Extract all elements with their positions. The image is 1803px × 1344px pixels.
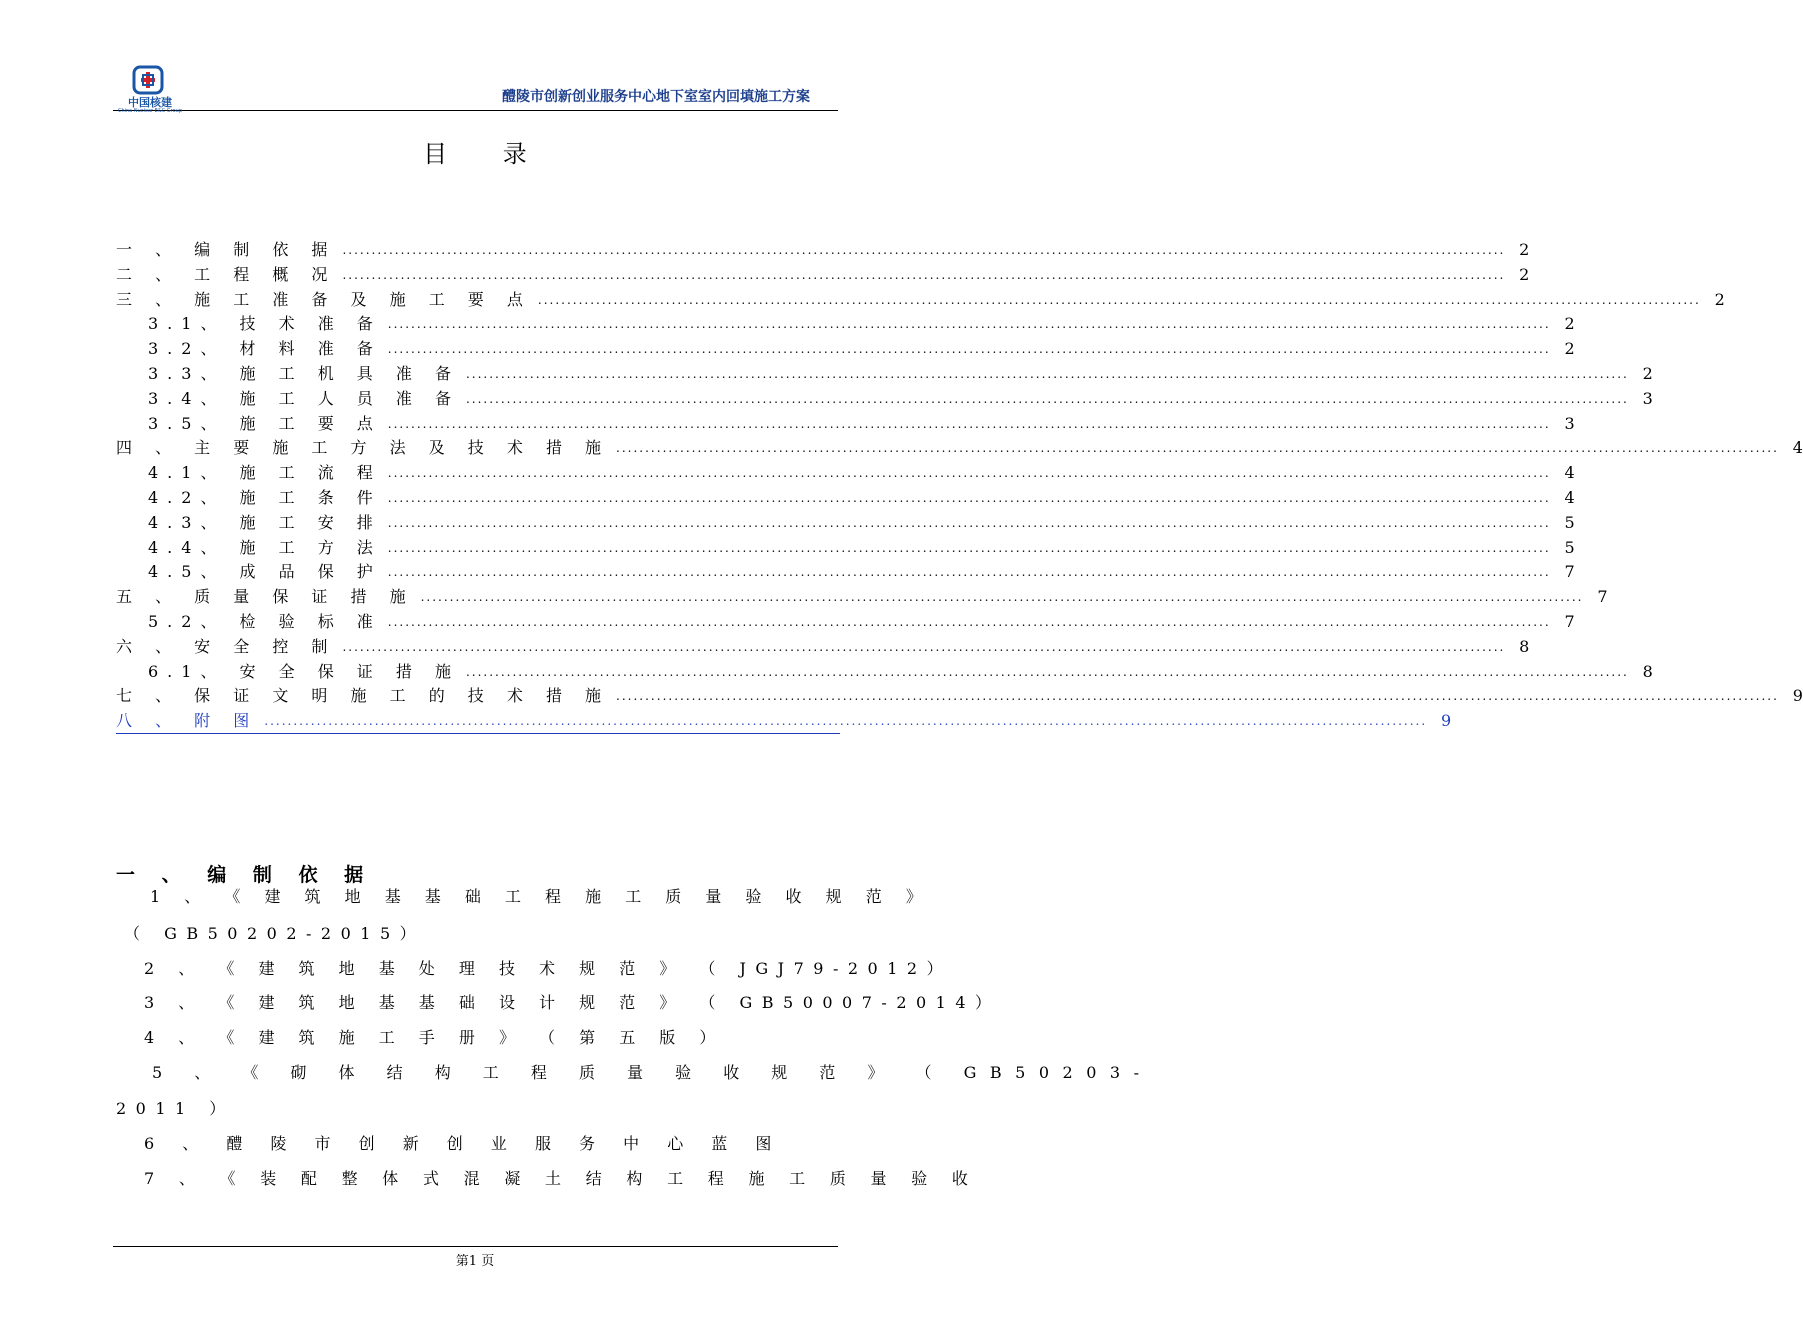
paragraph-line: 5 、 《 砌 体 结 构 工 程 质 量 验 收 规 范 》 （ GB50203-	[152, 1063, 1153, 1082]
toc-page-number: 7	[1564, 562, 1575, 582]
toc-dot-leader: ........................................................................................................................................................................................................	[387, 614, 1551, 629]
toc-row	[116, 486, 1575, 511]
section-heading: 一 、 编 制 依 据	[116, 864, 374, 886]
toc-row	[116, 362, 1653, 387]
toc-row	[116, 337, 1575, 362]
toc-row	[116, 511, 1575, 536]
paragraph-line: 2011 ）	[116, 1099, 235, 1118]
toc-dot-leader: ........................................................................................................................................................................................................	[342, 639, 1506, 654]
toc-page-number: 7	[1564, 611, 1575, 631]
toc-entry-label: 3.1、 技 术 准 备	[148, 314, 382, 334]
toc-row	[116, 412, 1575, 437]
toc-page-number: 3	[1564, 413, 1575, 433]
toc-dot-leader: ........................................................................................................................................................................................................	[387, 540, 1551, 555]
paragraph-line: 3 、 《 建 筑 地 基 基 础 设 计 规 范 》 （ GB50007-2014）	[144, 993, 1001, 1012]
toc-row	[116, 536, 1575, 561]
toc-page-number: 2	[1564, 339, 1575, 359]
toc-dot-leader: ........................................................................................................................................................................................................	[387, 416, 1551, 431]
toc-dot-leader: ........................................................................................................................................................................................................	[342, 267, 1506, 282]
toc-page-number: 4	[1564, 463, 1575, 483]
toc-page-number: 2	[1564, 314, 1575, 334]
paragraph-line: （ GB50202-2015）	[124, 924, 426, 943]
toc-title: 目 录	[423, 140, 551, 168]
toc-entry-label: 3.5、 施 工 要 点	[148, 413, 382, 433]
toc-page-number: 5	[1564, 512, 1575, 532]
company-logo	[117, 64, 183, 114]
toc-dot-leader: ........................................................................................................................................................................................................	[537, 292, 1701, 307]
paragraph-line: 4 、 《 建 筑 施 工 手 册 》 （ 第 五 版 ）	[144, 1028, 725, 1047]
toc-entry-label: 4.1、 施 工 流 程	[148, 463, 382, 483]
toc-entry-label: 四 、 主 要 施 工 方 法 及 技 术 措 施	[116, 438, 611, 458]
page-header	[113, 64, 838, 114]
toc-page-number: 5	[1564, 537, 1575, 557]
toc-row	[116, 610, 1575, 635]
toc-dot-leader: ........................................................................................................................................................................................................	[465, 664, 1629, 679]
toc-dot-leader: ........................................................................................................................................................................................................	[465, 391, 1629, 406]
toc-entry-label: 一 、 编 制 依 据	[116, 240, 337, 259]
toc-dot-leader: ........................................................................................................................................................................................................	[387, 466, 1551, 481]
toc-entry-label: 6.1、 安 全 保 证 措 施	[148, 661, 460, 681]
toc-row	[116, 312, 1575, 337]
toc-entry-label: 三 、 施 工 准 备 及 施 工 要 点	[116, 289, 532, 309]
document-header-title: 醴陵市创新创业服务中心地下室室内回填施工方案	[502, 89, 810, 105]
toc-row	[116, 238, 1530, 263]
toc-entry-label: 3.3、 施 工 机 具 准 备	[148, 363, 460, 383]
paragraph-line: 2 、 《 建 筑 地 基 处 理 技 术 规 范 》 （ JGJ79-2012）	[144, 959, 953, 978]
toc-entry-label: 3.2、 材 料 准 备	[148, 339, 382, 359]
toc-dot-leader: ........................................................................................................................................................................................................	[387, 317, 1551, 332]
cnec-logo-icon	[133, 66, 163, 94]
toc-entry-label: 八 、 附 图	[116, 711, 259, 731]
toc-row	[116, 684, 1803, 709]
footer-divider	[113, 1246, 838, 1247]
toc-row	[116, 660, 1653, 685]
toc-entry-label: 六 、 安 全 控 制	[116, 636, 337, 656]
toc-row	[116, 263, 1530, 288]
toc-dot-leader: ........................................................................................................................................................................................................	[342, 243, 1506, 257]
toc-row	[116, 560, 1575, 585]
toc-dot-leader: ........................................................................................................................................................................................................	[465, 366, 1629, 381]
toc-page-number: 8	[1519, 636, 1530, 656]
toc-entry-label: 4.5、 成 品 保 护	[148, 562, 382, 582]
toc-entry-label: 4.3、 施 工 安 排	[148, 512, 382, 532]
toc-page-number: 2	[1714, 289, 1725, 309]
logo-text-cn: 中国核建	[128, 96, 172, 109]
toc-dot-leader: ........................................................................................................................................................................................................	[616, 441, 1779, 456]
toc-page-number: 9	[1792, 686, 1803, 706]
toc-entry-label: 5.2、 检 验 标 准	[148, 611, 382, 631]
toc-page-number: 4	[1564, 487, 1575, 507]
toc-entry-label: 4.2、 施 工 条 件	[148, 487, 382, 507]
page-number: 第1 页	[455, 1254, 495, 1269]
toc-dot-leader: ........................................................................................................................................................................................................	[387, 490, 1551, 505]
toc-entry-label: 五 、 质 量 保 证 措 施	[116, 587, 415, 607]
toc-page-number: 7	[1597, 587, 1608, 607]
toc-page-number: 2	[1519, 240, 1530, 259]
toc-page-number: 2	[1642, 363, 1653, 383]
toc-page-number: 2	[1519, 264, 1530, 284]
paragraph-line: 1 、 《 建 筑 地 基 基 础 工 程 施 工 质 量 验 收 规 范 》	[150, 887, 932, 906]
logo-text-en: China Nuclear E&C Group	[117, 108, 183, 114]
toc-page-number: 3	[1642, 388, 1653, 408]
toc-dot-leader: ........................................................................................................................................................................................................	[387, 515, 1551, 530]
toc-link-row[interactable]	[116, 709, 1452, 734]
toc-page-number: 4	[1792, 438, 1803, 458]
toc-entry-label: 3.4、 施 工 人 员 准 备	[148, 388, 460, 408]
toc-row	[116, 288, 1725, 313]
toc-entry-label: 七 、 保 证 文 明 施 工 的 技 术 措 施	[116, 686, 611, 706]
toc-page-number: 8	[1642, 661, 1653, 681]
toc-row	[116, 461, 1575, 486]
toc-row	[116, 585, 1608, 610]
toc-dot-leader: ........................................................................................................................................................................................................	[264, 714, 1428, 729]
toc-dot-leader: ........................................................................................................................................................................................................	[387, 565, 1551, 580]
toc-dot-leader: ........................................................................................................................................................................................................	[616, 689, 1779, 704]
toc-entry-label: 二 、 工 程 概 况	[116, 264, 337, 284]
toc-row	[116, 387, 1653, 412]
toc-dot-leader: ........................................................................................................................................................................................................	[420, 590, 1584, 605]
toc-row	[116, 436, 1803, 461]
paragraph-line: 6 、 醴 陵 市 创 新 创 业 服 务 中 心 蓝 图	[144, 1134, 783, 1153]
toc-entry-label: 4.4、 施 工 方 法	[148, 537, 382, 557]
toc-dot-leader: ........................................................................................................................................................................................................	[387, 342, 1551, 357]
toc-page-number: 9	[1440, 711, 1452, 731]
table-of-contents	[116, 238, 1803, 734]
paragraph-line: 7 、 《 装 配 整 体 式 混 凝 土 结 构 工 程 施 工 质 量 验 收	[144, 1169, 978, 1188]
toc-row	[116, 635, 1530, 660]
